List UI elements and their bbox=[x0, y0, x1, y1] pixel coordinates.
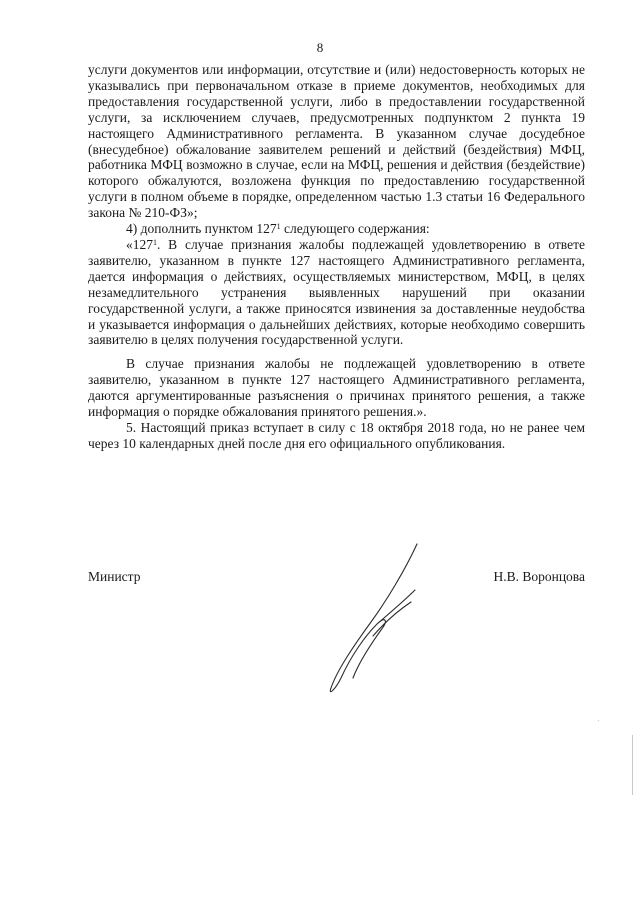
paragraph-text: 5. Настоящий приказ вступает в силу с 18 октября 2018 года, но не ранее чем через 10 календарных дней после дня его официального опубликования. bbox=[88, 419, 585, 451]
signatory-position: Министр bbox=[88, 569, 141, 584]
paragraph-text: «127 bbox=[126, 236, 153, 252]
paragraph-2 bbox=[88, 221, 585, 237]
scan-edge-mark bbox=[632, 735, 633, 795]
paragraph-4 bbox=[88, 356, 585, 420]
paragraph-text: В случае признания жалобы не подлежащей удовлетворению в ответе заявителю, указанном в пункте 127 настоящего Административного регламента, даются аргументированные разъяснения о причинах принятого решения, а также информация о порядке обжалования принятого решения.». bbox=[88, 356, 585, 420]
paragraph-3 bbox=[88, 237, 585, 348]
signatory-name: Н.В. Воронцова bbox=[493, 569, 585, 584]
paragraph-text: услуги документов или информации, отсутствие и (или) недостоверность которых не указывались при первоначальном отказе в приеме документов, необходимых для предоставления государственной услуги, либо в предоставлении государственной услуги, за исключением случаев, предусмотренных подпунктом 2 пункта 19 настоящего Административного регламента. В указанном случае досудебное (внесудебное) обжалование заявителем решений и действий (бездействия) МФЦ, работника МФЦ возможно в случае, если на МФЦ, решения и действия (бездействие) которого обжалуются, возложена функция по предоставлению государственной услуги в полном объеме в порядке, определенном частью 1.3 статьи 16 Федерального закона № 210-ФЗ»; bbox=[88, 62, 585, 221]
paragraph-5 bbox=[88, 420, 585, 452]
handwritten-signature bbox=[315, 540, 435, 700]
superscript: 1 bbox=[276, 222, 281, 232]
paragraph-text: . В случае признания жалобы подлежащей удовлетворению в ответе заявителю, указанном в пункте 127 настоящего Административного регламента, дается информация о действиях, осуществляемых министерством, МФЦ, в целях незамедлительного устранения выявленных нарушений при оказании государственной услуги, а также приносятся извинения за доставленные неудобства и указывается информация о дальнейших действиях, которые необходимо совершить заявителю в целях получения государственной услуги. bbox=[88, 236, 585, 348]
superscript: 1 bbox=[153, 237, 157, 247]
paragraph-1 bbox=[88, 62, 585, 221]
paragraph-text: следующего содержания: bbox=[280, 221, 430, 237]
document-body bbox=[88, 62, 585, 452]
paragraph-text: 4) дополнить пунктом 127 bbox=[126, 221, 277, 237]
scan-dot bbox=[598, 720, 599, 721]
page-number: 8 bbox=[316, 40, 324, 55]
